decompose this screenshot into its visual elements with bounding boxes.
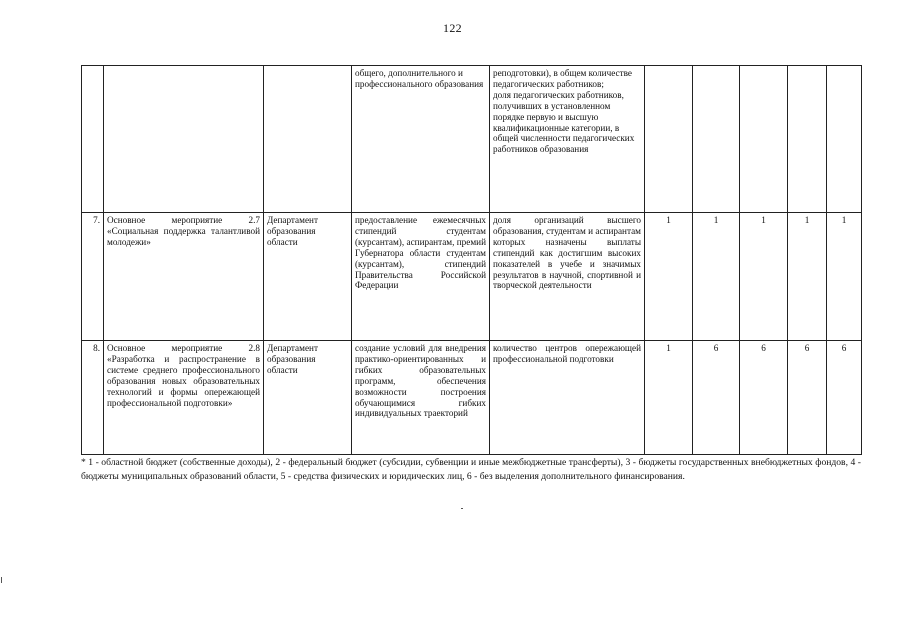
value-cell-1: 1: [645, 213, 693, 341]
executor-cell: Департамент образования области: [264, 213, 352, 341]
value-cell-2: 6: [693, 341, 740, 455]
measure-cell: общего, дополнительного и профессионального образования: [352, 66, 490, 213]
value-cell-1: 1: [645, 341, 693, 455]
indicator-cell: доля организаций высшего образования, студентам и аспирантам которых назначены выплаты стипендий как достигшим высоких показателей в учебе и значимых результатов в научной, спортивной и творческой деятельности: [490, 213, 645, 341]
executor-cell: Департамент образования области: [264, 341, 352, 455]
activities-table: [81, 65, 862, 455]
scan-speck: [461, 508, 463, 509]
value-cell-2: [693, 66, 740, 213]
page-number: 122: [443, 21, 462, 35]
budget-footnote: * 1 - областной бюджет (собственные доходы), 2 - федеральный бюджет (субсидии, субвенции и иные межбюджетные трансферты), 3 - бюджеты государственных внебюджетных фондов, 4 - бюджеты муниципальных образований области, 5 - средства физических и юридических лиц, 6 - без выделения дополнительного финансирования.: [81, 457, 861, 483]
row-number-cell: [82, 66, 104, 213]
value-cell-4: 1: [788, 213, 827, 341]
activity-cell: Основное мероприятие 2.8 «Разработка и распространение в системе среднего профессионального образования новых образовательных технологий и формы опережающей профессиональной подготовки»: [104, 341, 264, 455]
value-cell-2: 1: [693, 213, 740, 341]
value-cell-3: 6: [740, 341, 788, 455]
table-row: [82, 66, 862, 213]
measure-cell: создание условий для внедрения практико-ориентированных и гибких образовательных программ, обеспечения возможности построения обучающимися гибких индивидуальных траекторий: [352, 341, 490, 455]
table-row: [82, 213, 862, 341]
executor-cell: [264, 66, 352, 213]
table-row: [82, 341, 862, 455]
value-cell-5: 1: [827, 213, 862, 341]
indicator-cell: количество центров опережающей профессиональной подготовки: [490, 341, 645, 455]
value-cell-3: 1: [740, 213, 788, 341]
indicator-cell: реподготовки), в общем количестве педагогических работников; доля педагогических работников, получивших в установленном порядке первую и высшую квалификационные категории, в общей численности педагогических работников образования: [490, 66, 645, 213]
activity-cell: [104, 66, 264, 213]
value-cell-1: [645, 66, 693, 213]
row-number-cell: 8.: [82, 341, 104, 455]
value-cell-3: [740, 66, 788, 213]
value-cell-4: [788, 66, 827, 213]
scan-speck: [1, 577, 2, 583]
value-cell-4: 6: [788, 341, 827, 455]
value-cell-5: 6: [827, 341, 862, 455]
measure-cell: предоставление ежемесячных стипендий студентам (курсантам), аспирантам, премий Губернатора области студентам (курсантам), стипендий Правительства Российской Федерации: [352, 213, 490, 341]
activity-cell: Основное мероприятие 2.7 «Социальная поддержка талантливой молодежи»: [104, 213, 264, 341]
value-cell-5: [827, 66, 862, 213]
row-number-cell: 7.: [82, 213, 104, 341]
